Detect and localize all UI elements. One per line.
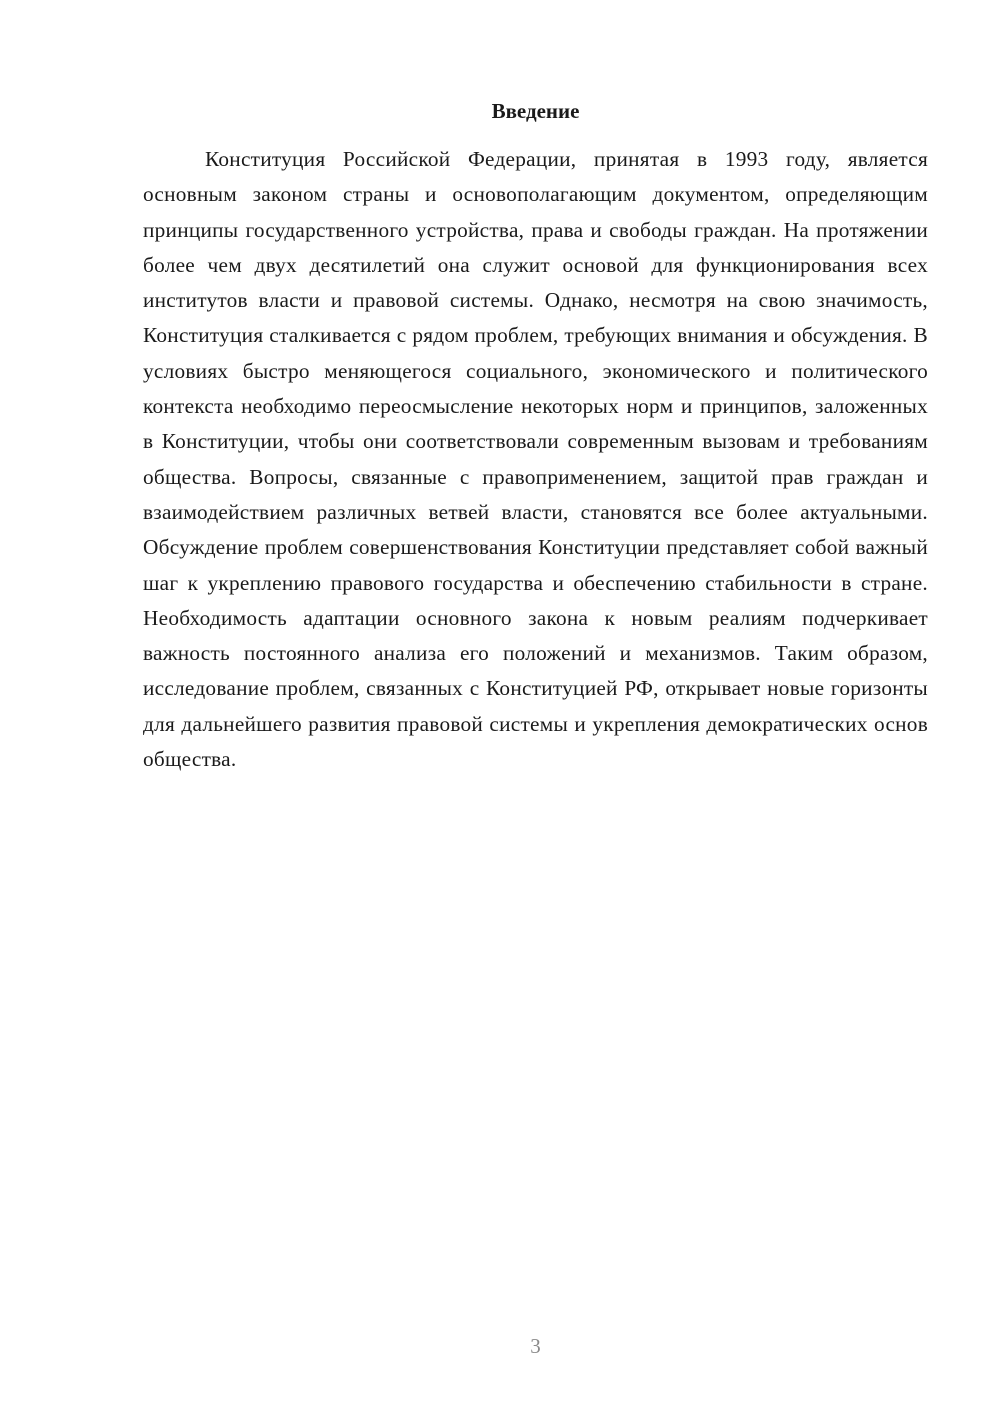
body-paragraph: Конституция Российской Федерации, принятая в 1993 году, является основным законом страны и основополагающим документом, определяющим принципы государственного устройства, права и свободы граждан. На протяжении более чем двух десятилетий она служит основой для функционирования всех институтов власти и правовой системы. Однако, несмотря на свою значимость, Конституция сталкивается с рядом проблем, требующих внимания и обсуждения. В условиях быстро меняющегося социального, экономического и политического контекста необходимо переосмысление некоторых норм и принципов, заложенных в Конституции, чтобы они соответствовали современным вызовам и требованиям общества. Вопросы, связанные с правоприменением, защитой прав граждан и взаимодействием различных ветвей власти, становятся все более актуальными. Обсуждение проблем совершенствования Конституции представляет собой важный шаг к укреплению правового государства и обеспечению стабильности в стране. Необходимость адаптации основного закона к новым реалиям подчеркивает важность постоянного анализа его положений и механизмов. Таким образом, исследование проблем, связанных с Конституцией РФ, открывает новые горизонты для дальнейшего развития правовой системы и укрепления демократических основ общества. [143, 147, 928, 772]
page-number: 3 [530, 1334, 541, 1358]
section-heading: Введение [491, 99, 580, 123]
